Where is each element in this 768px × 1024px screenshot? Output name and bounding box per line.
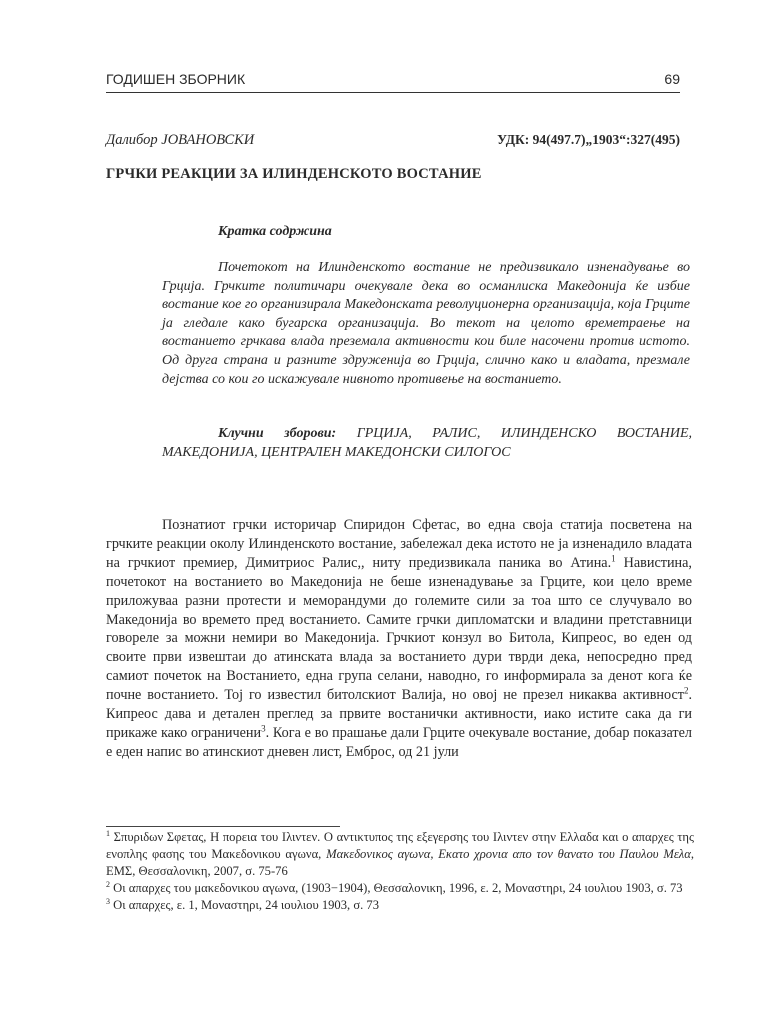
footnote-number: 3 <box>106 896 110 906</box>
journal-title: ГОДИШЕН ЗБОРНИК <box>106 71 246 87</box>
footnote-text: , ΕΜΣ, Θεσσαλονικη, 2007, σ. 75-76 <box>106 847 694 878</box>
body-text <box>106 516 692 762</box>
footnotes <box>106 829 694 914</box>
footnote-number: 2 <box>106 879 110 889</box>
keywords-text: ГРЦИЈА, РАЛИС, ИЛИНДЕНСКО ВОСТАНИЕ, МАКЕДОНИЈА, ЦЕНТРАЛЕН МАКЕДОНСКИ СИЛОГОС <box>162 426 692 460</box>
running-header <box>106 70 680 93</box>
abstract-heading: Кратка содржина <box>218 224 332 239</box>
body-paragraph <box>106 516 692 762</box>
footnote-number: 1 <box>106 828 110 838</box>
body-text-part: Навистина, почетокот на востанието во Македонија не беше изненадување за Грците, кои цело време приложуваа разни протести и меморандуми до големите сили за тоа што се случувало во Македонија во времето пред востанието. Самите грчки дипломатски и владини претставници говореле за можни немири во Македонија. Грчкиот конзул во Битола, Кипреос, во еден од своите први извештаи до атинската влада за востанието дури тврди дека, непосредно пред самиот почеток на Востанието, една група селани, наводно, го информирала за денот кога ќе почне востанието. Тој го известил битолскиот Валија, но овој не презел никаква активност <box>106 554 692 704</box>
footnote-text: Οι απαρχες, ε. 1, Μοναστηρι, 24 ιουλιου 1903, σ. 73 <box>110 898 380 912</box>
body-text-part: . Кога е во прашање дали Грците очекувале востание, добар показател е еден напис во атинскиот дневен лист, Емброс, од 21 јули <box>106 724 692 760</box>
page-number: 69 <box>664 71 680 87</box>
udk-code: УДК: 94(497.7)„1903“:327(495) <box>497 132 680 147</box>
author-name: Далибор ЈОВАНОВСКИ <box>106 132 255 148</box>
keywords <box>162 425 692 462</box>
footnote-text: Σπυριδων Σφετας, Η πορεια του Ιλιντεν. Ο αντικτυπος της εξεγερσης του Ιλιντεν στην Ελλαδα και ο απαρχες της ενοπλης φασης του Μακεδονικου αγωνα, <box>106 830 694 861</box>
footnote-ref: 3 <box>261 723 266 734</box>
body-text-part: Познатиот грчки историчар Спиридон Сфетас, во една своја статија посветена на грчките реакции околу Илинденското востание, забележал дека истото не ја изненадило владата на грчкиот премиер, Димитриос Ралис,, ниту предизвикала паника во Атина. <box>106 517 692 571</box>
footnote <box>106 829 694 880</box>
body-text-part: . Кипреос дава и детален преглед за првите востанички активности, иако истите сака да ги прикаже како ограничени <box>106 687 692 741</box>
footnote-text: Οι απαρχες του μακεδονικου αγωνα, (1903−1904), Θεσσαλονικη, 1996, ε. 2, Μοναστηρι, 24 ιουλιου 1903, σ. 73 <box>110 881 683 895</box>
abstract-text: Почетокот на Илинденското востание не предизвикало изненадување во Грција. Грчките политичари очекувале дека во османлиска Македонија ќе избие востание кое го организирала Македонската револуционерна организација, која Грците ја гледале како бугарска организација. Во текот на целото времетраење на востанието грчкава влада преземала активности кои биле насочени против истото. Од друга страна и разните здруженија во Грција, слично како и владата, презмале дејства со кои го искажувале нивното противење на востанието. <box>162 260 690 387</box>
footnote-ref: 1 <box>611 553 616 564</box>
abstract <box>162 259 690 389</box>
footnote-divider <box>106 826 340 827</box>
keywords-label: Клучни зборови: <box>218 426 337 441</box>
footnote-italic-title: Μακεδονικος αγωνα, Εκατο χρονια απο τον θανατο του Παυλου Μελα <box>326 847 691 861</box>
footnote-ref: 2 <box>683 685 689 696</box>
article-title: ГРЧКИ РЕАКЦИИ ЗА ИЛИНДЕНСКОТО ВОСТАНИЕ <box>106 166 482 182</box>
footnote <box>106 880 694 897</box>
footnote <box>106 897 694 914</box>
